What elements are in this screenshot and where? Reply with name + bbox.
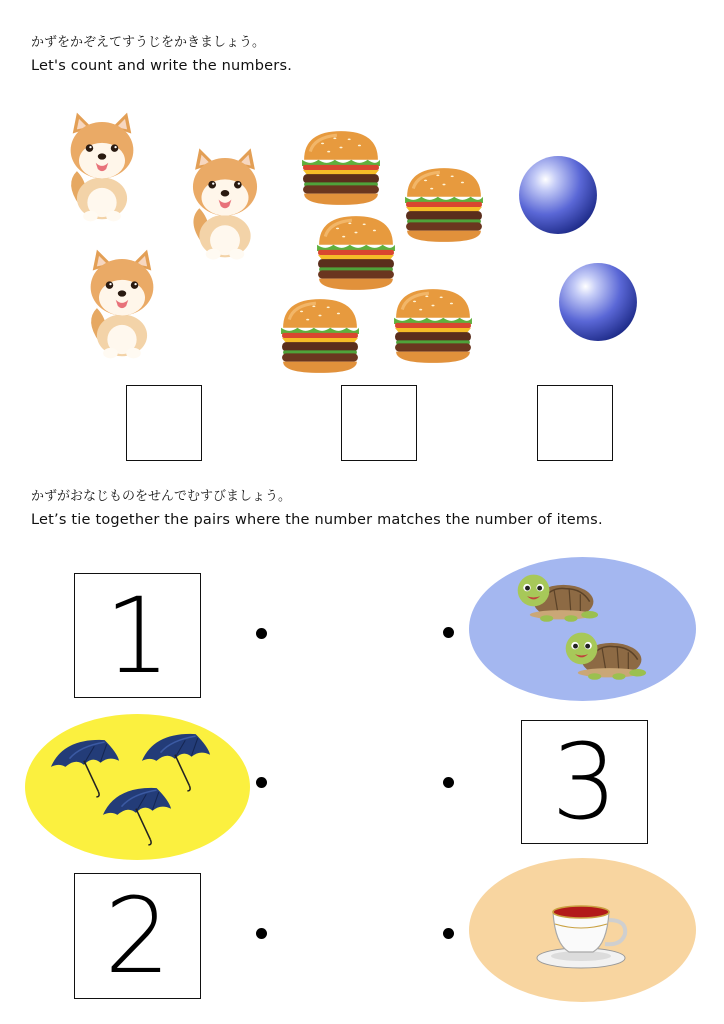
turtle-illustration — [513, 569, 599, 625]
ball-illustration — [557, 261, 639, 343]
connect-dot-left-1[interactable] — [256, 628, 267, 639]
hamburger-illustration — [403, 165, 485, 245]
connect-dot-left-3[interactable] — [256, 928, 267, 939]
teacup-group-oval — [469, 858, 696, 1002]
connect-dot-right-3[interactable] — [443, 928, 454, 939]
dog-illustration — [76, 240, 168, 370]
turtle-group-oval — [469, 557, 696, 701]
dog-illustration — [178, 140, 272, 270]
turtle-illustration — [561, 627, 647, 683]
ball-illustration — [517, 154, 599, 236]
dog-illustration — [56, 103, 148, 233]
instruction-match-jp: かずがおなじものをせんでむすびましょう。 — [31, 489, 292, 504]
number-card-three: 3 — [521, 720, 648, 844]
instruction-count-en: Let's count and write the numbers. — [31, 58, 293, 74]
number-card-one: 1 — [74, 573, 201, 698]
hamburger-illustration — [315, 213, 397, 293]
connect-dot-right-1[interactable] — [443, 627, 454, 638]
number-card-two: 2 — [74, 873, 201, 999]
instruction-count-jp: かずをかぞえてすうじをかきましょう。 — [31, 35, 266, 50]
umbrella-illustration — [99, 786, 175, 848]
connect-dot-left-2[interactable] — [256, 777, 267, 788]
umbrella-group-oval — [25, 714, 250, 860]
instruction-match-en: Let’s tie together the pairs where the number matches the number of items. — [31, 512, 603, 528]
hamburger-illustration — [392, 286, 474, 366]
answer-box-balls[interactable] — [537, 385, 613, 461]
hamburger-illustration — [300, 128, 382, 208]
connect-dot-right-2[interactable] — [443, 777, 454, 788]
answer-box-burgers[interactable] — [341, 385, 417, 461]
teacup-illustration — [531, 894, 631, 970]
answer-box-dogs[interactable] — [126, 385, 202, 461]
umbrella-illustration — [138, 732, 214, 794]
hamburger-illustration — [279, 296, 361, 376]
